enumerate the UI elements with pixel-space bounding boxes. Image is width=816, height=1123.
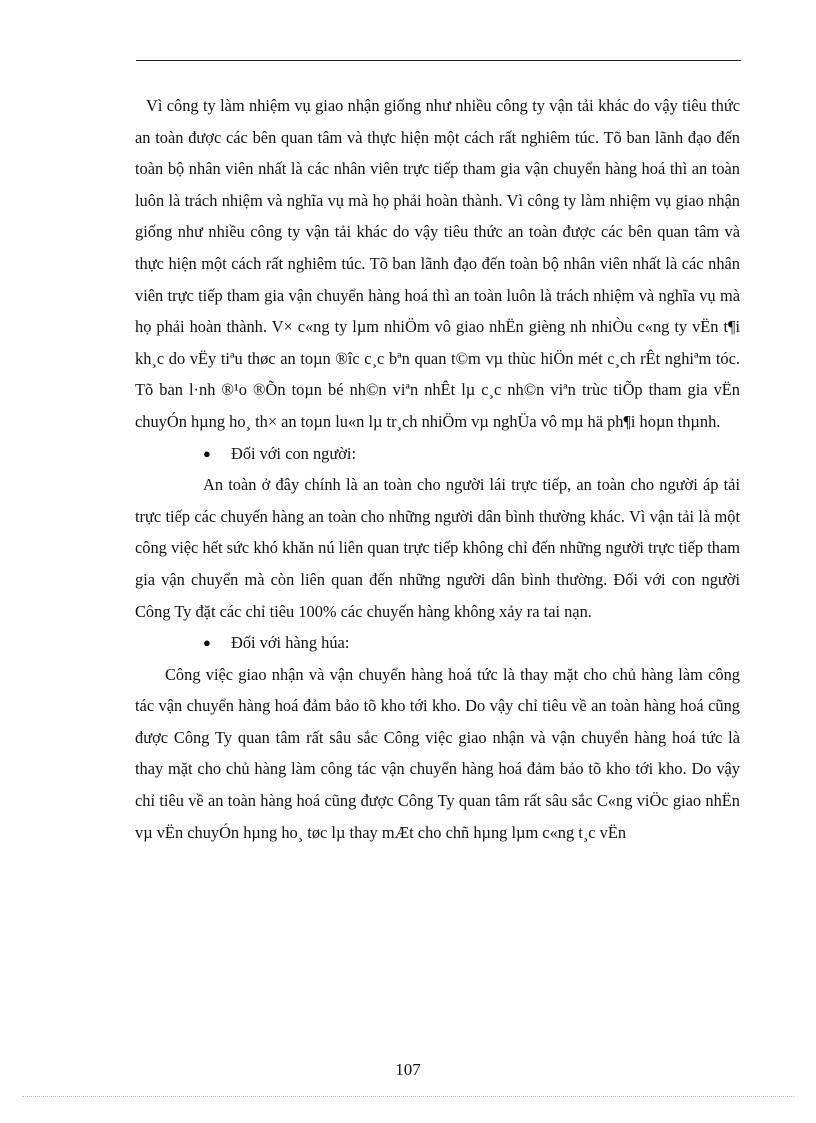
bullet-goods — [135, 627, 740, 659]
bullet-dot-icon: ● — [203, 635, 211, 651]
bullet-dot-icon: ● — [203, 445, 211, 461]
paragraph-goods-safety: Công việc giao nhận và vận chuyển hàng hoá tức là thay mặt cho chủ hàng làm công tác vận chuyển hàng hoá đảm bảo tõ kho tới kho. Do vậy chỉ tiêu về an toàn hàng hoá cũng được Công Ty quan tâm rất sâu sắc Công việc giao nhận và vận chuyển hàng hoá tức là thay mặt cho chủ hàng làm công tác vận chuyển hàng hoá đảm bảo tõ kho tới kho. Do vậy chỉ tiêu về an toàn hàng hoá cũng được Công Ty quan tâm rất sâu sắc C«ng viÖc giao nhËn vµ vËn chuyÓn hµng ho¸ tøc lµ thay mÆt cho chñ hµng lµm c«ng t¸c vËn — [135, 664, 740, 842]
page-bottom-edge — [22, 1096, 794, 1097]
paragraph-safety-intro: Vì công ty làm nhiệm vụ giao nhận giống như nhiều công ty vận tải khác do vậy tiêu thức an toàn được các bên quan tâm và thực hiện một cách rất nghiêm túc. Tõ ban lãnh đạo đến toàn bộ nhân viên nhất là các nhân viên trực tiếp tham gia vận chuyển hàng hoá thì an toàn luôn là trách nhiệm và nghĩa vụ mà họ phải hoàn thành. Vì công ty làm nhiệm vụ giao nhận giống như nhiều công ty vận tải khác do vậy tiêu thức an toàn được các bên quan tâm và thực hiện một cách rất nghiêm túc. Tõ ban lãnh đạo đến toàn bộ nhân viên nhất là các nhân viên trực tiếp tham gia vận chuyển hàng hoá thì an toàn luôn là trách nhiệm và nghĩa vụ mà họ phải hoàn thành. V× c«ng ty lµm nhiÖm vô giao nhËn gièng nh nhiÒu c«ng ty vËn t¶i kh¸c do vËy tiªu thøc an toµn ®îc c¸c bªn quan t©m vµ thùc hiÖn mét c¸ch rÊt nghiªm tóc. Tõ ban l·nh ®¹o ®Õn toµn bé nh©n viªn nhÊt lµ c¸c nh©n viªn trùc tiÕp tham gia vËn chuyÓn hµng ho¸ th× an toµn lu«n lµ tr¸ch nhiÖm vµ nghÜa vô mµ hä ph¶i hoµn thµnh. — [135, 96, 740, 431]
bullet-label: Đối với con người: — [231, 443, 357, 463]
header-rule — [136, 60, 741, 61]
paragraph-people-safety: An toàn ở đây chính là an toàn cho người lái trực tiếp, an toàn cho người áp tải trực tiếp các chuyến hàng an toàn cho những người dân bình thường khác. Vì vận tải là một công việc hết sức khó khăn nú liên quan trực tiếp không chỉ đến những người trực tiếp tham gia vận chuyển mà còn liên quan đến những người dân bình thường. Đối với con người Công Ty đặt các chỉ tiêu 100% các chuyến hàng không xảy ra tai nạn. — [135, 475, 740, 621]
document-body — [135, 90, 740, 848]
page-number: 107 — [395, 1060, 421, 1079]
bullet-people — [135, 438, 740, 470]
bullet-label: Đối với hàng húa: — [231, 633, 350, 653]
